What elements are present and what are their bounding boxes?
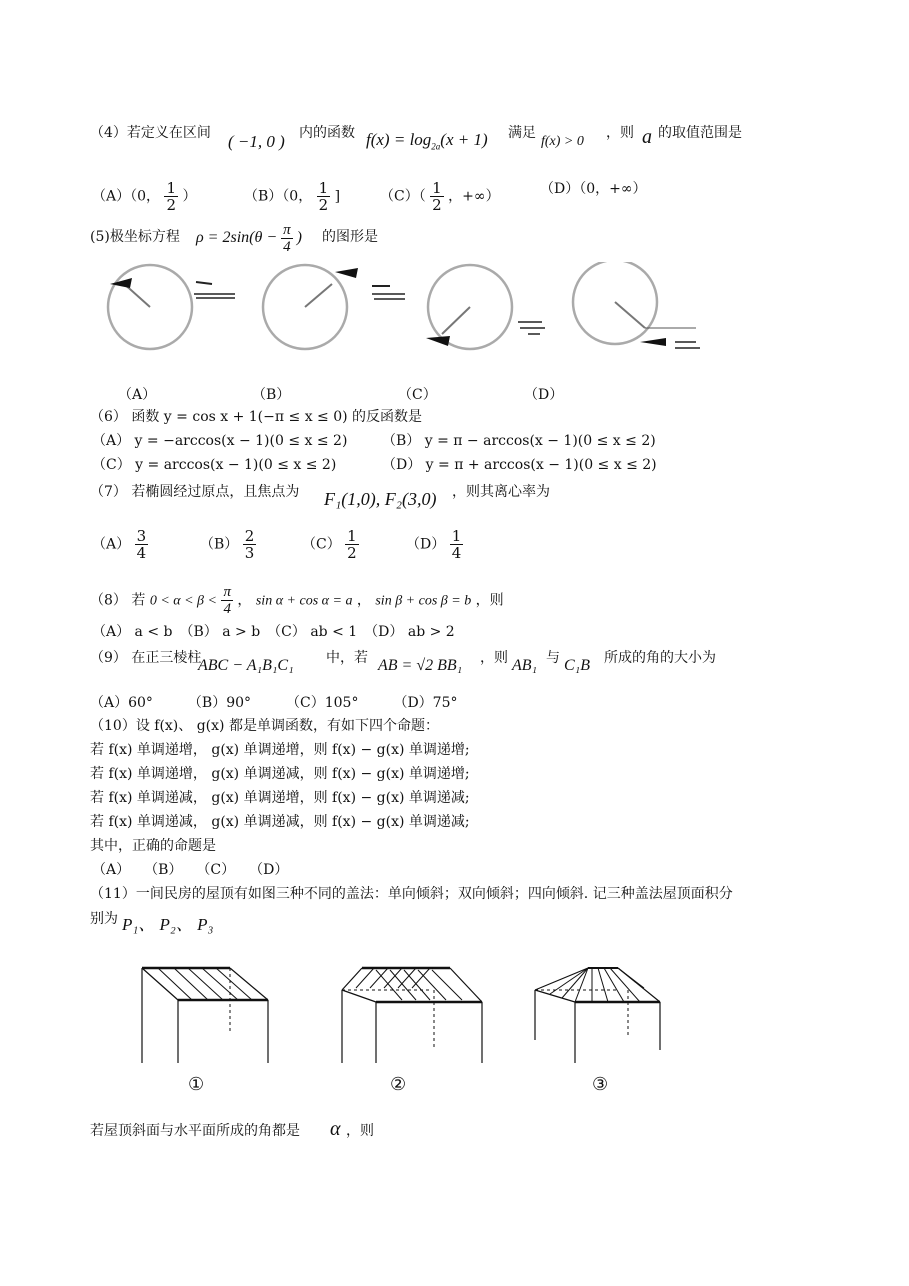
q9-segment-2: C₁B (564, 657, 591, 674)
q5-figure-d (573, 262, 700, 348)
q7-option-b-label: （B） (200, 536, 239, 553)
q4-condition: f(x) > 0 (541, 134, 584, 149)
q7-option-a-label: （A） (92, 536, 131, 553)
q10-options: （A） （B） （C） （D） (92, 862, 289, 878)
q4-stem-b: 内的函数 (299, 125, 355, 141)
q9-equation: AB = √2 BB₁ (378, 657, 463, 674)
q4-stem-d: ，则 (606, 125, 634, 141)
q4-func-arg: (x + 1) (440, 130, 488, 149)
q5-eq-pre: ρ = 2sin(θ − (196, 229, 278, 247)
q7-option-b (200, 528, 256, 561)
q8-equation-b: sin β + cos β = b (375, 593, 472, 609)
q7-option-a-fraction: $\frac{3}{4}$ (136, 527, 147, 562)
q11-house-2 (342, 968, 482, 1063)
q8-comma: ， (237, 592, 252, 609)
q4-stem-a: （4）若定义在区间 (90, 125, 211, 141)
q5-label-b: （B） (252, 387, 291, 403)
q9-stem-a: （9） 在正三棱柱 (90, 650, 202, 666)
q6-option-d: （D） y = π + arccos(x − 1)(0 ≤ x ≤ 2) (382, 457, 657, 473)
q11-stem-line-1: （11）一间民房的屋顶有如图三种不同的盖法：单向倾斜；双向倾斜；四向倾斜. 记三种盖法屋顶面积分 (90, 886, 733, 902)
q7-foci: F₁(1,0), F₂(3,0) (324, 489, 437, 509)
q4-function (366, 131, 488, 155)
q4-option-c-fraction: $\frac{1}{2}$ (432, 179, 442, 214)
q4-option-a (92, 180, 196, 213)
q9-stem-c: ，则 (480, 650, 508, 666)
q6-stem: （6） 函数 y = cos x + 1(−π ≤ x ≤ 0) 的反函数是 (90, 409, 423, 425)
q11-caption-3: ③ (592, 1074, 609, 1095)
q9-options: （A）60° （B）90° （C）105° （D）75° (90, 695, 458, 711)
q11-stem-a: 别为 (90, 911, 118, 927)
q5-stem-b: 的图形是 (322, 229, 378, 245)
q7-option-d-label: （D） (406, 536, 446, 553)
q10-proposition-4: 若 f(x) 单调递减， g(x) 单调递减，则 f(x) − g(x) 单调递减; (90, 814, 470, 830)
q8-inequality: 0 < α < β < (149, 593, 217, 609)
q10-proposition-2: 若 f(x) 单调递增， g(x) 单调递减，则 f(x) − g(x) 单调递增; (90, 766, 470, 782)
q9-stem-b: 中，若 (326, 650, 368, 666)
q4-option-b-fraction: $\frac{1}{2}$ (318, 179, 329, 214)
q7-option-c-label: （C） (302, 536, 341, 553)
q10-stem: （10）设 f(x)、 g(x) 都是单调函数，有如下四个命题： (90, 718, 439, 734)
q5-label-a: （A） (118, 387, 157, 403)
q5-eq-fraction: $\frac{\pi}{4}$ (283, 222, 291, 255)
q4-func-main: f(x) = log (366, 130, 432, 149)
q11-caption-1: ① (188, 1074, 205, 1095)
q8-comma-2: ， (356, 592, 371, 609)
q4-option-b (244, 180, 340, 213)
q9-stem-d: 与 (546, 650, 560, 666)
q5-stem-a: (5)极坐标方程 (90, 229, 180, 245)
q9-stem-e: 所成的角的大小为 (604, 650, 716, 666)
q7-option-c-fraction: $\frac{1}{2}$ (347, 527, 357, 562)
q10-proposition-1: 若 f(x) 单调递增， g(x) 单调递增，则 f(x) − g(x) 单调递增; (90, 742, 470, 758)
q4-option-b-close: ] (334, 188, 341, 205)
q4-option-c (380, 180, 500, 213)
q4-option-c-tail: ，+∞） (448, 188, 500, 205)
q10-conclusion: 其中，正确的命题是 (90, 838, 216, 854)
q10-proposition-3: 若 f(x) 单调递减， g(x) 单调递增，则 f(x) − g(x) 单调递减; (90, 790, 470, 806)
q5-label-c: （C） (398, 387, 437, 403)
q9-segment-1: AB₁ (512, 657, 538, 674)
q8-options: （A） a < b （B） a > b （C） ab < 1 （D） ab > 2 (92, 624, 455, 640)
q4-var-a: a (642, 126, 652, 148)
q5-equation (196, 222, 302, 255)
q8-stem-a: （8） 若 (90, 592, 146, 609)
q5-figure-a (108, 265, 235, 349)
q4-option-a-fraction: $\frac{1}{2}$ (166, 179, 177, 214)
q4-option-d: （D）（0，+∞） (540, 181, 647, 197)
q8-stem-c: ，则 (475, 592, 504, 609)
q6-option-b: （B） y = π − arccos(x − 1)(0 ≤ x ≤ 2) (382, 433, 656, 449)
q5-eq-post: ) (296, 229, 302, 247)
q9-prism: ABC − A₁B₁C₁ (198, 657, 294, 674)
q5-figure-b (263, 265, 405, 349)
q4-option-b-label: （B）（0， (244, 188, 313, 205)
q11-house-1 (142, 968, 268, 1063)
q4-stem-c: 满足 (508, 125, 536, 141)
q7-option-d (406, 528, 463, 561)
q4-option-c-label: （C）（ (380, 188, 426, 205)
q4-func-sub: 2a (431, 141, 441, 152)
q8-equation-a: sin α + cos α = a (255, 593, 353, 609)
q8-pi-fraction: $\frac{\pi}{4}$ (223, 584, 231, 617)
q7-stem-a: （7） 若椭圆经过原点，且焦点为 (90, 484, 300, 500)
q11-caption-2: ② (390, 1074, 407, 1095)
q7-option-d-fraction: $\frac{1}{4}$ (451, 527, 462, 562)
q7-option-c (302, 528, 359, 561)
q7-stem-b: ，则其离心率为 (452, 484, 550, 500)
q11-last-a: 若屋顶斜面与水平面所成的角都是 (90, 1123, 300, 1139)
q7-option-b-fraction: $\frac{2}{3}$ (244, 527, 255, 562)
q4-stem-e: 的取值范围是 (658, 125, 742, 141)
q4-interval: ( −1, 0 ) (228, 132, 285, 151)
q8-line (90, 584, 504, 617)
q6-option-a: （A） y = −arccos(x − 1)(0 ≤ x ≤ 2) (92, 433, 348, 449)
q5-figures (100, 262, 720, 362)
q11-house-3 (535, 968, 660, 1063)
q4-stem (90, 124, 211, 142)
q4-option-a-close: ） (182, 188, 197, 205)
q11-variables: P₁、 P₂、 P₃ (122, 915, 214, 934)
q11-last-b: ，则 (346, 1123, 374, 1139)
q7-option-a (92, 528, 148, 561)
q5-label-d: （D） (524, 387, 564, 403)
q6-option-c: （C） y = arccos(x − 1)(0 ≤ x ≤ 2) (92, 457, 337, 473)
q5-figure-c (426, 265, 545, 349)
q4-option-a-label: （A）（0， (92, 188, 161, 205)
q11-alpha: α (330, 1118, 341, 1140)
q11-figures (130, 960, 680, 1070)
